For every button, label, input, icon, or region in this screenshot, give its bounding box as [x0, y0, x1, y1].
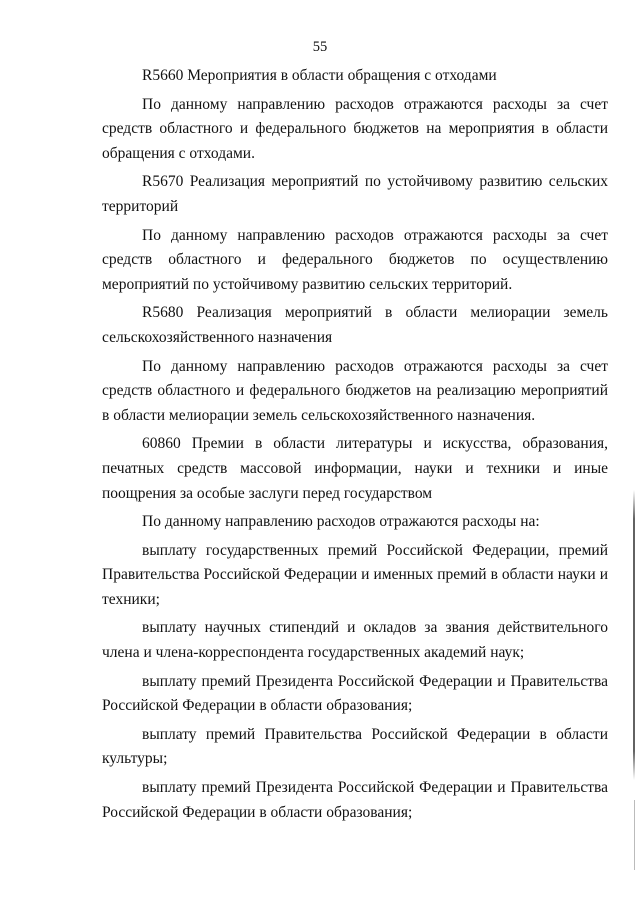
list-item: выплату научных стипендий и окладов за звания действительного члена и члена-корреспондента государственных академий наук; [102, 619, 608, 662]
page-number: 55 [312, 39, 328, 55]
section-heading-r5670: R5670 Реализация мероприятий по устойчивому развитию сельских территорий [102, 173, 608, 215]
section-heading-60860: 60860 Премии в области литературы и искусства, образования, печатных средств массовой информации, науки и техники и иные поощрения за особые заслуги перед государством [102, 435, 608, 502]
section-text-r5670: По данному направлению расходов отражаются расходы за счет средств областного и федерального бюджетов по осуществлению мероприятий по устойчивому развитию сельских территорий. [102, 226, 608, 293]
list-item: выплату государственных премий Российской Федерации, премий Правительства Российской Федерации и именных премий в области науки и техники; [102, 541, 608, 608]
section-heading-r5660: R5660 Мероприятия в области обращения с отходами [142, 67, 497, 84]
scan-edge-mark [634, 800, 635, 870]
list-item: выплату премий Президента Российской Федерации и Правительства Российской Федерации в области образования; [102, 672, 608, 715]
document-body [102, 64, 608, 825]
list-item: выплату премий Правительства Российской Федерации в области культуры; [102, 725, 608, 768]
section-heading-r5680: R5680 Реализация мероприятий в области мелиорации земель сельскохозяйственного назначения [102, 304, 608, 346]
section-text-60860: По данному направлению расходов отражаются расходы на: [142, 513, 540, 531]
scan-edge-mark [633, 490, 635, 780]
list-item: выплату премий Президента Российской Федерации и Правительства Российской Федерации в области образования; [102, 779, 608, 821]
section-text-r5680: По данному направлению расходов отражаются расходы за счет средств областного и федерального бюджетов на реализацию мероприятий в области мелиорации земель сельскохозяйственного назначения. [102, 357, 608, 424]
section-text-r5660: По данному направлению расходов отражаются расходы за счет средств областного и федерального бюджетов на мероприятия в области обращения с отходами. [102, 95, 608, 162]
